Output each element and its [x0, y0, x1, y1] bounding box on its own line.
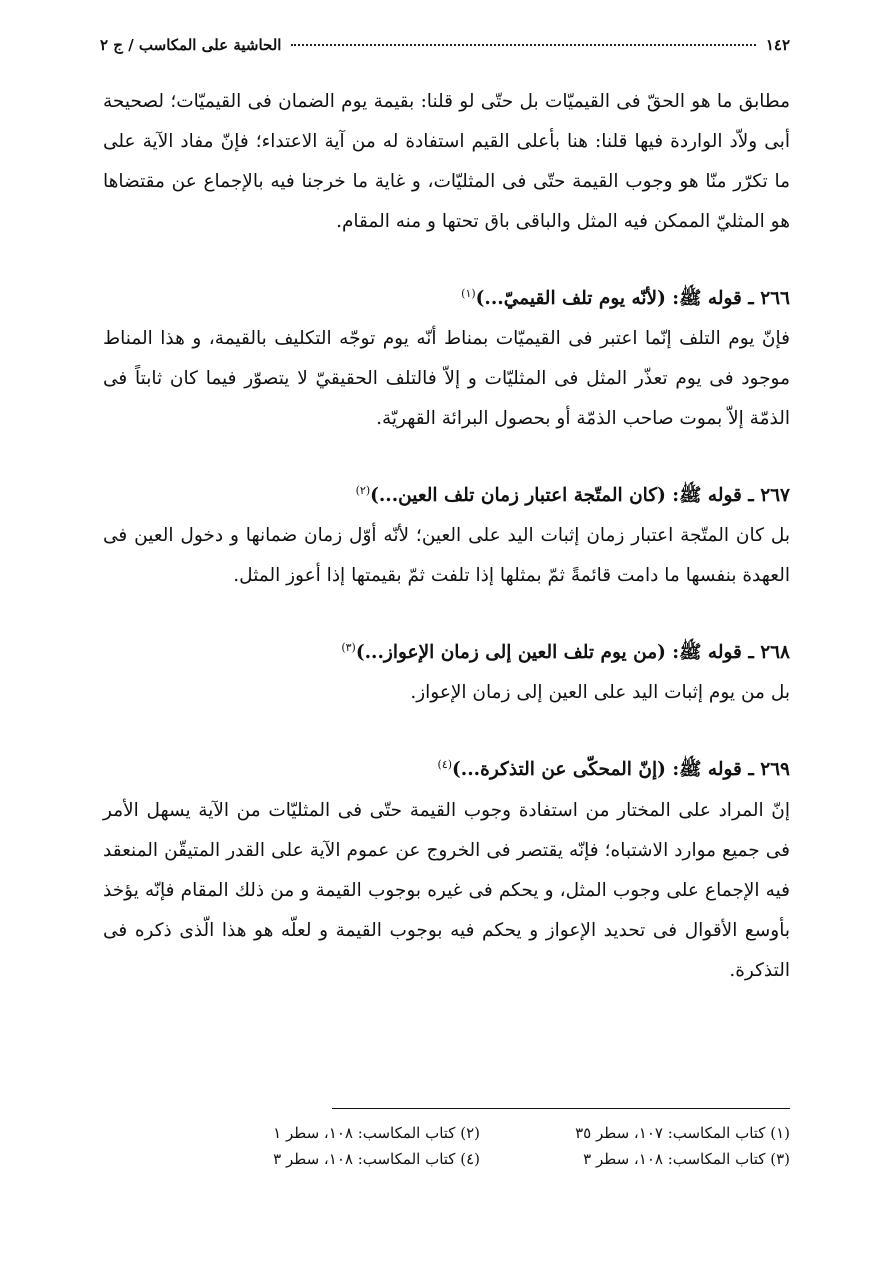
running-header — [100, 36, 790, 54]
entry-heading: ٢٦٩ ـ قوله ﷺ: (إنّ المحكّى عن التذكرة...)$^{(٤)}$ — [437, 758, 790, 781]
header-dotted-leader — [291, 44, 755, 46]
entry-heading: ٢٦٧ ـ قوله ﷺ: (كان المتّجة اعتبار زمان تلف العين...)$^{(٢)}$ — [355, 484, 790, 507]
intro-paragraph: مطابق ما هو الحقّ فى القيميّات بل حتّى لو قلنا: بقيمة يوم الضمان فى القيميّات؛ لصحيحة أبى ولاّد الواردة فيها قلنا: هنا بأعلى القيم استفادة له من آية الاعتداء؛ فإنّ مفاد الآية على ما تكرّر منّا هو وجوب القيمة حتّى فى المثليّات، و غاية ما خرجنا فيه بالإجماع عن مقتضاها هو المثليّ الممكن فيه المثل والباقى باق تحتها و منه المقام. — [103, 91, 790, 232]
commentary-entry-267 — [103, 471, 790, 596]
entry-heading: ٢٦٨ ـ قوله ﷺ: (من يوم تلف العين إلى زمان الإعواز...)$^{(٣)}$ — [341, 641, 790, 664]
page-number: ١٤٢ — [765, 36, 790, 54]
footnotes — [190, 1120, 790, 1172]
entry-body: فإنّ يوم التلف إنّما اعتبر فى القيميّات بمناط أنّه يوم توجّه التكليف بالقيمة، و هذا المناط موجود فى يوم تعذّر المثل فى المثليّات و إلاّ فالتلف الحقيقيّ لا يتصوّر فيما كان ثابتاً فى الذمّة إلاّ بموت صاحب الذمّة أو بحصول البرائة القهريّة. — [103, 328, 790, 430]
commentary-entry-268 — [103, 628, 790, 713]
footnote-separator — [332, 1108, 790, 1109]
entry-body: بل كان المتّجة اعتبار زمان إثبات اليد على العين؛ لأنّه أوّل زمان ضمانها و دخول العين فى العهدة بنفسها ما دامت قائمةً ثمّ بمثلها إذا تلفت ثمّ بقيمتها إذا أعوز المثل. — [103, 525, 790, 587]
commentary-entry-266 — [103, 274, 790, 439]
running-title: الحاشية على المكاسب / ج ٢ — [100, 36, 282, 54]
entry-body: إنّ المراد على المختار من استفادة وجوب القيمة حتّى فى المثليّات من الآية يسهل الأمر فى جميع موارد الاشتباه؛ فإنّه يقتصر فى الخروج عن عموم الآية على القدر المتيقّن المنعقد فيه الإجماع على وجوب المثل، و يحكم فى غيره بوجوب القيمة و من ذلك المقام فإنّه يؤخذ بأوسع الأقوال فى تحديد الإعواز و يحكم فيه بوجوب القيمة و لعلّه هو هذا الّذى ذكره فى التذكرة. — [103, 799, 790, 981]
commentary-entry-269 — [103, 745, 790, 990]
footnote-1: (١) كتاب المكاسب: ١٠٧، سطر ٣٥ — [575, 1124, 790, 1142]
footnote-2: (٢) كتاب المكاسب: ١٠٨، سطر ١ — [273, 1124, 480, 1142]
footnote-3: (٣) كتاب المكاسب: ١٠٨، سطر ٣ — [583, 1150, 790, 1168]
footnote-ref: (١) — [461, 287, 476, 300]
entry-heading: ٢٦٦ ـ قوله ﷺ: (لأنّه يوم تلف القيميّ...)$^{(١)}$ — [461, 287, 790, 310]
entry-body: بل من يوم إثبات اليد على العين إلى زمان الإعواز. — [410, 682, 790, 704]
footnote-4: (٤) كتاب المكاسب: ١٠٨، سطر ٣ — [273, 1150, 480, 1168]
main-text — [103, 82, 790, 991]
footnote-ref: (٣) — [341, 641, 356, 655]
footnote-ref: (٤) — [437, 758, 453, 772]
footnote-ref: (٢) — [355, 484, 371, 498]
